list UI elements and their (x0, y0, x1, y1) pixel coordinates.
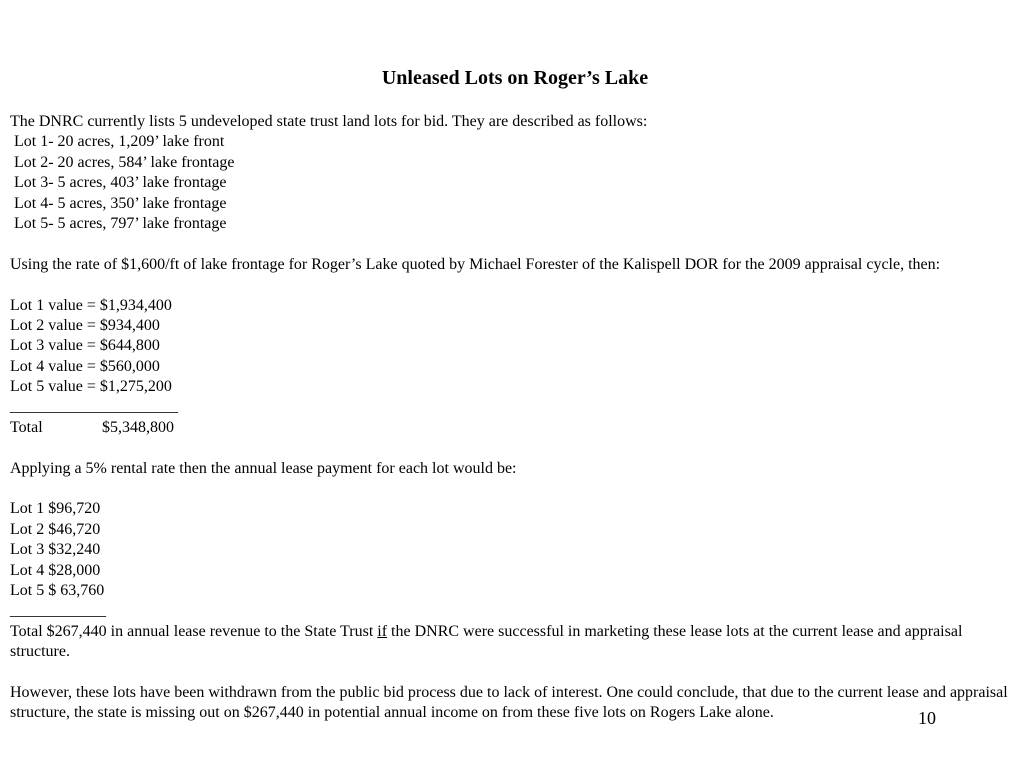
values-total-amount: $5,348,800 (102, 418, 174, 436)
lot-description: Lot 1- 20 acres, 1,209’ lake front (14, 133, 225, 151)
lot-lease: Lot 5 $ 63,760 (10, 581, 105, 599)
lot-value: Lot 3 value = $644,800 (10, 337, 160, 355)
lot-value: Lot 5 value = $1,275,200 (10, 378, 172, 396)
lot-description: Lot 3- 5 acres, 403’ lake frontage (14, 174, 227, 192)
lot-description: Lot 4- 5 acres, 350’ lake frontage (14, 194, 227, 212)
lease-sentence: Applying a 5% rental rate then the annual lease payment for each lot would be: (10, 459, 517, 477)
lease-total-emphasis: if (377, 622, 388, 640)
lot-value: Lot 1 value = $1,934,400 (10, 296, 172, 314)
lot-lease: Lot 3 $32,240 (10, 541, 101, 559)
lot-lease: Lot 4 $28,000 (10, 561, 101, 579)
values-total (10, 418, 1020, 438)
lease-total-text: Total $267,440 in annual lease revenue to the State Trust (10, 622, 378, 640)
intro-paragraph: The DNRC currently lists 5 undeveloped state trust land lots for bid. They are described as follows: (10, 113, 648, 130)
leases-rule: ____________ (10, 602, 106, 620)
lot-lease: Lot 2 $46,720 (10, 520, 101, 538)
lot-value: Lot 2 value = $934,400 (10, 316, 160, 334)
lot-description: Lot 5- 5 acres, 797’ lake frontage (14, 214, 227, 232)
page-number: 10 (918, 708, 936, 728)
page-title: Unleased Lots on Roger’s Lake (381, 67, 649, 89)
lease-total-paragraph (10, 622, 1020, 663)
lot-lease: Lot 1 $96,720 (10, 500, 101, 518)
lot-description: Lot 2- 20 acres, 584’ lake frontage (14, 153, 235, 171)
document-body (10, 112, 1020, 724)
rate-sentence: Using the rate of $1,600/ft of lake frontage for Roger’s Lake quoted by Michael Forester of the Kalispell DOR for the 2009 appraisal cycle, then: (10, 255, 941, 273)
lot-value: Lot 4 value = $560,000 (10, 357, 160, 375)
values-total-label: Total (10, 418, 43, 436)
conclusion-paragraph: However, these lots have been withdrawn from the public bid process due to lack of interest. One could conclude, that due to the current lease and appraisal structure, the state is missing out on $267,440 in potential annual income on from these five lots on Rogers Lake alone. (10, 683, 1008, 722)
values-rule: _____________________ (10, 398, 178, 416)
lease-total-text-end: the DNRC were successful in marketing these lease lots at the current lease and appraisal structure. (10, 622, 963, 661)
